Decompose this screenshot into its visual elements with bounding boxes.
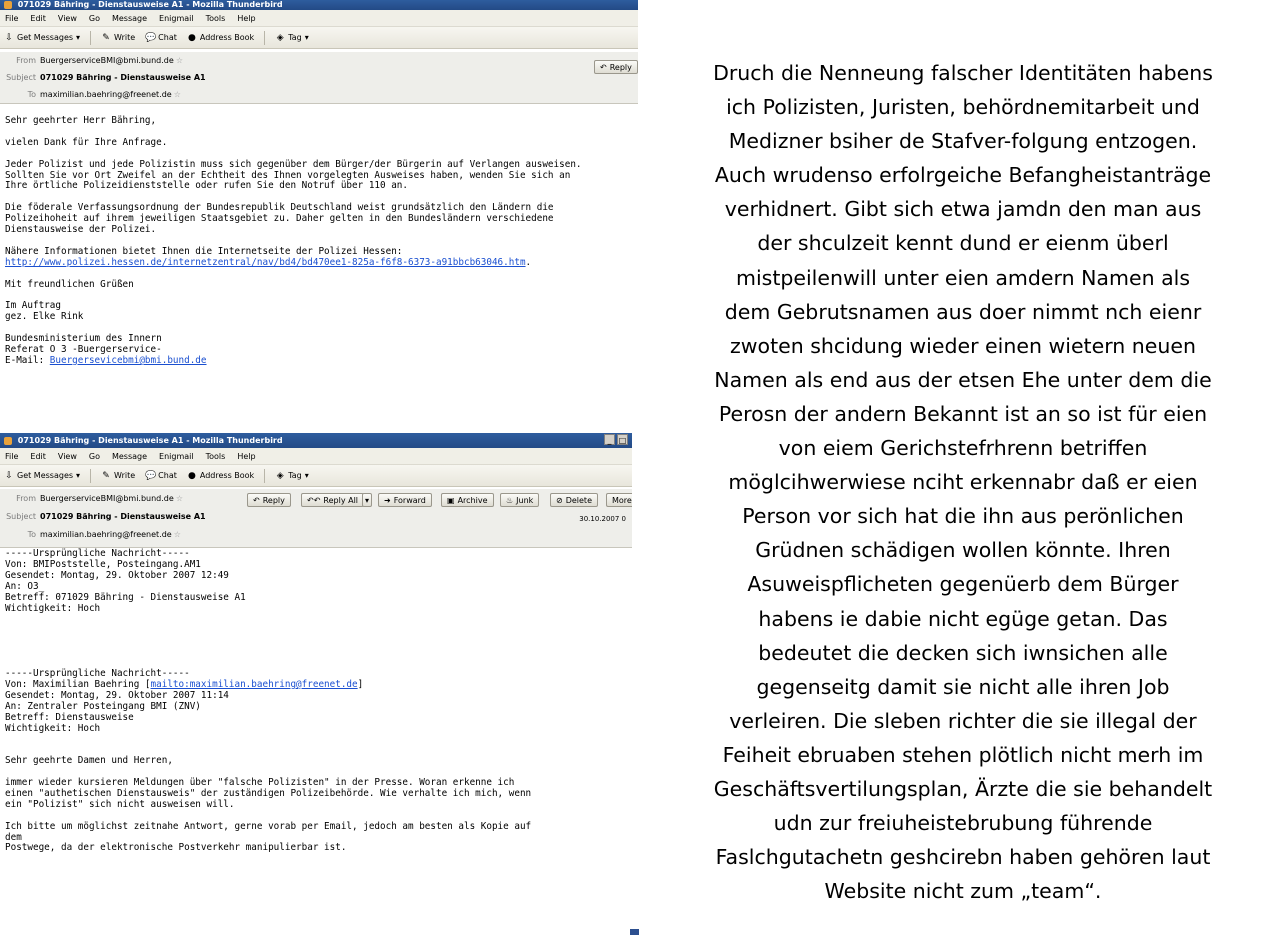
reply-all-icon: ↶↶ <box>307 495 321 505</box>
forward-arrow-icon: ➜ <box>384 495 391 505</box>
chevron-down-icon: ▾ <box>304 471 309 480</box>
toolbar-separator <box>90 469 91 483</box>
header-subject-row <box>0 507 632 525</box>
window-title: 071029 Bähring - Dienstausweise A1 - Mozilla Thunderbird <box>17 436 283 445</box>
chevron-down-icon: ▾ <box>76 471 81 480</box>
get-messages-button[interactable]: ⇩ Get Messages ▾ <box>5 470 81 481</box>
commentary-line: mistpeilenwill unter eien amdern Namen als <box>735 265 1191 290</box>
toolbar-separator <box>264 31 265 45</box>
email-link[interactable]: Buergersevicebmi@bmi.bund.de <box>49 354 207 366</box>
commentary-line: Person vor sich hat die ihn aus perönlichen <box>742 504 1184 529</box>
menu-help[interactable]: Help <box>237 451 256 461</box>
reply-arrow-icon: ↶ <box>600 62 607 72</box>
commentary-line: der shculzeit kennt dund er eienm überl <box>757 231 1169 256</box>
commentary-line: dem Gebrutsnamen aus doer nimmt nch eienr <box>724 299 1202 324</box>
commentary-line: ich Polizisten, Juristen, behördnemitarbeit und <box>726 95 1200 120</box>
toolbar-separator <box>90 31 91 45</box>
minimize-icon[interactable]: _ <box>604 434 615 445</box>
commentary-line: verleiren. Die sleben richter die sie illegal der <box>729 708 1197 733</box>
download-icon: ⇩ <box>5 470 13 481</box>
body-text: Sehr geehrter Herr Bähring, vielen Dank für Ihre Anfrage. Jeder Polizist und jede Polizistin muss sich gegenüber dem Bürger/der Bürgerin auf Verlangen ausweisen. Sollten Sie vor Ort Zweifel an der Echtheit des Ihnen vorgelegten Ausweises haben, wenden Sie sich an Ihre örtliche Polizeidienststelle oder rufen Sie den Notruf über 110 an. Die föderale Verfassungsordnung der Bundesrepublik Deutschland weist grundsätzlich den Ländern die Polizeihoheit auf ihrem jeweiligen Staatsgebiet zu. Daher gelten in den Bundesländern verschiedene Dienstausweise der Polizei. Nähere Informationen bietet Ihnen die Internetseite der Polizei Hessen: <box>5 115 582 257</box>
pencil-icon: ✎ <box>102 32 110 43</box>
commentary-line: bedeutet die decken sich iwnsichen alle <box>758 640 1168 665</box>
thunderbird-icon <box>4 437 12 445</box>
window-title: 071029 Bähring - Dienstausweise A1 - Mozilla Thunderbird <box>17 0 283 9</box>
chat-bubble-icon: 💬 <box>145 32 157 43</box>
commentary-text <box>672 56 1254 908</box>
header-from-row <box>0 52 638 69</box>
star-icon[interactable]: ☆ <box>175 493 183 503</box>
tag-button[interactable]: ◈ Tag ▾ <box>276 470 309 481</box>
message-date: 30.10.2007 0 <box>579 515 626 523</box>
header-subject-row <box>0 69 638 86</box>
body-text: Gesendet: Montag, 29. Oktober 2007 11:14 An: Zentraler Posteingang BMI (ZNV) Betreff: Dienstausweise Wichtigkeit: Hoch Sehr geehrte Damen und Herren, immer wieder kursieren Meldungen über "falsche Polizisten" in der Presse. Woran erkenne ich einen "authetischen Dienstausweis" der zuständigen Polizeibehörde. Wie verhalte ich mich, wenn ein "Polizist" sich nicht ausweisen will. Ich bitte um möglichst zeitnahe Antwort, gerne vorab per Email, jedoch am besten als Kopie auf dem Postwege, da der elektronische Postverkehr manipulierbar ist. <box>5 689 532 854</box>
commentary-line: gegenseitg damit sie nicht alle ihren Job <box>756 674 1170 699</box>
commentary-line: Perosn der andern Bekannt ist an so ist für eien <box>718 401 1208 426</box>
message-body: -----Ursprüngliche Nachricht----- Von: BMIPoststelle, Posteingang.AM1 Gesendet: Montag, 29. Oktober 2007 12:49 An: O3_ Betreff: 071029 Bähring - Dienstausweise A1 Wichtigkeit: Hoch -----Ursprüngliche Nachricht----- Von: Maximilian Baehring [mailto:maximilian.baehring@freenet.de] Gesendet: Montag, 29. Oktober 2007 11:14 An: Zentraler Posteingang BMI (ZNV) Betreff: Dienstausweise Wichtigkeit: Hoch Sehr geehrte Damen und Herren, immer wieder kursieren Meldungen über "falsche Polizisten" in der Presse. Woran erkenne ich einen "authetischen Dienstausweis" der zuständigen Polizeibehörde. Wie verhalte ich mich, wenn ein "Polizist" sich nicht ausweisen will. Ich bitte um möglichst zeitnahe Antwort, gerne vorab per Email, jedoch am besten als Kopie auf dem Postwege, da der elektronische Postverkehr manipulierbar ist. <box>5 548 532 854</box>
menu-enigmail[interactable]: Enigmail <box>159 451 194 461</box>
mailto-link[interactable]: mailto:maximilian.baehring@freenet.de <box>150 678 358 690</box>
download-icon: ⇩ <box>5 32 13 43</box>
toolbar-separator <box>264 469 265 483</box>
chat-button[interactable]: 💬 Chat <box>145 32 177 43</box>
commentary-line: Grüdnen schädigen wollen könnte. Ihren <box>755 538 1171 563</box>
commentary-line: Asuweispflicheten gegenüerb dem Bürger <box>747 572 1179 597</box>
hessen-link[interactable]: http://www.polizei.hessen.de/internetzentral/nav/bd4/bd470ee1-825a-f6f8-6373-a91bbcb63046.htm <box>5 256 526 268</box>
main-toolbar <box>0 27 638 49</box>
commentary-line: zwoten shcidung wieder einen wietern neuen <box>730 333 1196 358</box>
header-to-row <box>0 86 638 103</box>
person-icon: ● <box>187 470 196 481</box>
delete-button[interactable]: ⊘ Delete <box>550 493 598 507</box>
main-toolbar <box>0 465 632 487</box>
commentary-line: Feiheit ebruaben stehen plötlich nicht merh im <box>722 742 1204 767</box>
write-button[interactable]: ✎ Write <box>102 32 136 43</box>
commentary-line: Medizner bsiher de Stafver-folgung entzogen. <box>728 129 1198 154</box>
to-label: To <box>27 529 36 539</box>
window-titlebar[interactable] <box>0 433 632 448</box>
thunderbird-window-1 <box>0 0 638 422</box>
menu-bar <box>0 448 632 465</box>
delete-circle-icon: ⊘ <box>556 495 563 505</box>
menu-tools[interactable]: Tools <box>205 451 226 461</box>
menu-file[interactable]: File <box>5 451 19 461</box>
chat-button[interactable]: 💬 Chat <box>145 470 177 481</box>
commentary-line: möglcihwerwiese nciht erkennabr daß er eien <box>728 470 1198 495</box>
archive-box-icon: ▣ <box>447 495 455 505</box>
reply-button[interactable]: ↶ Reply <box>594 60 638 74</box>
to-address[interactable]: maximilian.baehring@freenet.de <box>40 529 172 539</box>
commentary-line: Druch die Nenneung falscher Identitäten habens <box>713 61 1213 85</box>
pencil-icon: ✎ <box>102 470 110 481</box>
menu-edit[interactable]: Edit <box>30 451 46 461</box>
subject-label: Subject <box>6 511 36 521</box>
write-button[interactable]: ✎ Write <box>102 470 136 481</box>
reply-all-button[interactable]: ↶↶ Reply All <box>301 493 364 507</box>
menu-message[interactable]: Message <box>111 451 148 461</box>
menu-tools[interactable]: Tools <box>205 13 226 23</box>
header-to-row <box>0 525 632 543</box>
tag-icon: ◈ <box>276 470 284 481</box>
menu-file[interactable]: File <box>5 13 19 23</box>
commentary-line: Website nicht zum „team“. <box>824 879 1102 904</box>
from-label: From <box>16 493 36 503</box>
commentary-line: udn zur freiuheistebrubung führende <box>773 811 1153 836</box>
star-icon[interactable]: ☆ <box>175 56 183 65</box>
menu-help[interactable]: Help <box>237 13 256 23</box>
commentary-line: von eiem Gerichstefrhrenn betriffen <box>778 436 1148 461</box>
tag-icon: ◈ <box>276 32 284 43</box>
menu-go[interactable]: Go <box>88 13 100 23</box>
to-label: To <box>27 90 36 99</box>
menu-go[interactable]: Go <box>88 451 100 461</box>
chevron-down-icon: ▾ <box>76 33 81 42</box>
tag-button[interactable]: ◈ Tag ▾ <box>276 32 309 43</box>
menu-view[interactable]: View <box>57 13 77 23</box>
address-book-button[interactable]: ● Address Book <box>187 32 255 43</box>
menu-message[interactable]: Message <box>111 13 148 23</box>
window-titlebar[interactable] <box>0 0 638 10</box>
get-messages-button[interactable]: ⇩ Get Messages ▾ <box>5 32 81 43</box>
commentary-line: Faslchgutachetn geshcirebn haben gehören laut <box>715 845 1211 870</box>
to-address[interactable]: maximilian.baehring@freenet.de <box>40 90 172 99</box>
menu-edit[interactable]: Edit <box>30 13 46 23</box>
thunderbird-window-2 <box>0 433 632 933</box>
thunderbird-icon <box>4 1 12 9</box>
menu-view[interactable]: View <box>57 451 77 461</box>
message-body: Sehr geehrter Herr Bähring, vielen Dank für Ihre Anfrage. Jeder Polizist und jede Polizistin muss sich gegenüber dem Bürger/der Bürgerin auf Verlangen ausweisen. Sollten Sie vor Ort Zweifel an der Echtheit des Ihnen vorgelegten Ausweises haben, wenden Sie sich an Ihre örtliche Polizeidienststelle oder rufen Sie den Notruf über 110 an. Die föderale Verfassungsordnung der Bundesrepublik Deutschland weist grundsätzlich den Ländern die Polizeihoheit auf ihrem jeweiligen Staatsgebiet zu. Daher gelten in den Bundesländern verschiedene Dienstausweise der Polizei. Nähere Informationen bietet Ihnen die Internetseite der Polizei Hessen: http://www.polizei.hessen.de/internetzentral/nav/bd4/bd470ee1-825a-f6f8-6373-a91bbcb63046.htm. Mit freundlichen Grüßen Im Auftrag gez. Elke Rink Bundesministerium des Innern Referat O 3 -Buergerservice- E-Mail: Buergersevicebmi@bmi.bund.de <box>5 115 582 366</box>
maximize-icon[interactable]: □ <box>618 436 627 445</box>
commentary-line: Namen als end aus der etsen Ehe unter dem die <box>714 367 1212 392</box>
subject-value: 071029 Bähring - Dienstausweise A1 <box>40 73 206 82</box>
commentary-line: verhidnert. Gibt sich etwa jamdn den man aus <box>724 197 1202 222</box>
chevron-down-icon: ▾ <box>365 495 370 505</box>
archive-button[interactable]: ▣ Archive <box>441 493 494 507</box>
flame-icon: ♨ <box>506 495 514 505</box>
forward-button[interactable]: ➜ Forward <box>378 493 432 507</box>
address-book-button[interactable]: ● Address Book <box>187 470 255 481</box>
scrollbar-thumb[interactable] <box>630 929 639 935</box>
subject-value: 071029 Bähring - Dienstausweise A1 <box>40 511 206 521</box>
message-header <box>0 52 638 104</box>
body-text: -----Ursprüngliche Nachricht----- Von: BMIPoststelle, Posteingang.AM1 Gesendet: Montag, 29. Oktober 2007 12:49 An: O3_ Betreff: 071029 Bähring - Dienstausweise A1 Wichtigkeit: Hoch -----Ursprüngliche Nachricht----- <box>5 548 246 679</box>
commentary-line: habens ie dabie nicht egüge getan. Das <box>758 606 1168 631</box>
star-icon[interactable]: ☆ <box>173 90 181 99</box>
from-address[interactable]: BuergerserviceBMI@bmi.bund.de <box>40 56 174 65</box>
chevron-down-icon: ▾ <box>304 33 309 42</box>
chat-bubble-icon: 💬 <box>145 470 157 481</box>
body-text: Mit freundlichen Grüßen Im Auftrag gez. Elke Rink Bundesministerium des Innern Referat O 3 -Buergerservice- <box>5 278 162 356</box>
window-controls <box>604 434 628 445</box>
menu-bar <box>0 10 638 27</box>
reply-arrow-icon: ↶ <box>253 495 260 505</box>
subject-label: Subject <box>6 73 36 82</box>
from-label: From <box>16 56 36 65</box>
menu-enigmail[interactable]: Enigmail <box>159 13 194 23</box>
junk-button[interactable]: ♨ Junk <box>500 493 539 507</box>
from-address[interactable]: BuergerserviceBMI@bmi.bund.de <box>40 493 174 503</box>
star-icon[interactable]: ☆ <box>173 529 181 539</box>
commentary-line: Auch wrudenso erfolrgeiche Befangheistanträge <box>714 163 1212 188</box>
message-header <box>0 489 632 548</box>
reply-all-dropdown[interactable] <box>362 493 372 507</box>
more-button[interactable]: More <box>606 493 632 507</box>
commentary-line: Geschäftsvertilungsplan, Ärzte die sie behandelt <box>713 776 1213 801</box>
person-icon: ● <box>187 32 196 43</box>
reply-button[interactable]: ↶ Reply <box>247 493 291 507</box>
